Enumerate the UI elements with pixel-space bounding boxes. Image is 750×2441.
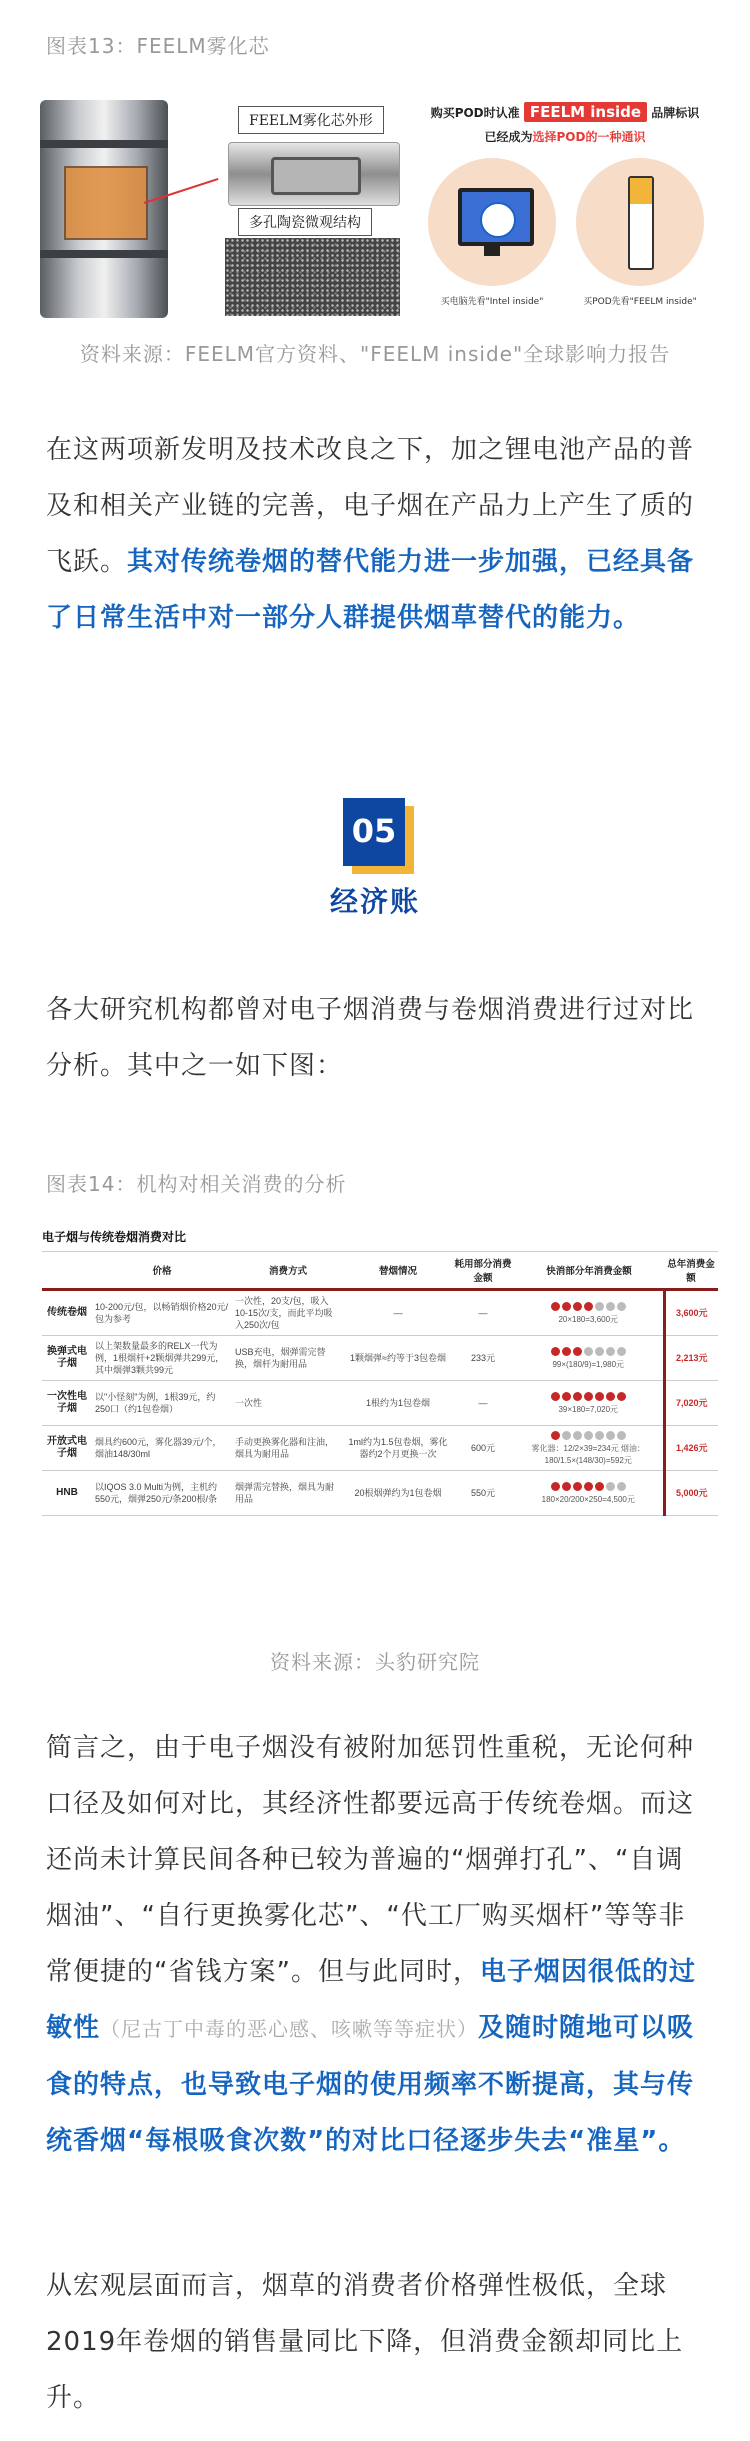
header-cell: 耗用部分消费金额 [452, 1252, 514, 1290]
header-cell: 总年消费金额 [664, 1252, 718, 1290]
fast-calc: 180×20/200×250=4,500元 [541, 1495, 635, 1504]
pack-icon [584, 1392, 593, 1401]
row-total: 2,213元 [664, 1336, 718, 1381]
paragraph-3-note: （尼古丁中毒的恶心感、咳嗽等等症状） [100, 2017, 479, 2041]
paragraph-3-highlight-1: 电子烟因很低的过敏性 [46, 1957, 696, 2043]
row-replace: 20根烟弹约为1包卷烟 [344, 1471, 452, 1516]
atomizer-device-image [40, 100, 168, 318]
pod-circle-caption: 买POD先看"FEELM inside" [583, 297, 697, 307]
header-cell: 价格 [92, 1252, 232, 1290]
computer-icon [458, 188, 534, 246]
row-price: 以IQOS 3.0 Multi为例，主机约550元，烟弹250元/条200根/条 [92, 1471, 232, 1516]
table-title: 电子烟与传统卷烟消费对比 [42, 1230, 187, 1244]
row-mode: 一次性 [232, 1381, 344, 1426]
paragraph-3-text: 简言之，由于电子烟没有被附加惩罚性重税，无论何种口径及如何对比，其经济性都要远高于传统卷烟。而这还尚未计算民间各种已较为普遍的“烟弹打孔”、“自调烟油”、“自行更换雾化芯”、“代工厂购买烟杆”等等非常便捷的“省钱方案”。但与此同时， [46, 1733, 695, 1987]
paragraph-2: 各大研究机构都曾对电子烟消费与卷烟消费进行过对比分析。其中之一如下图： [46, 995, 695, 1081]
intel-circle [428, 158, 556, 286]
table-row [42, 1426, 718, 1471]
figure-14-caption: 图表14：机构对相关消费的分析 [46, 1172, 347, 1196]
row-fast-consumption [514, 1336, 664, 1381]
pack-icon-grey [606, 1431, 615, 1440]
atomizer-core-image [228, 142, 400, 206]
row-total: 1,426元 [664, 1426, 718, 1471]
pack-icon-grey [595, 1302, 604, 1311]
paragraph-1 [46, 422, 706, 646]
row-fast-consumption [514, 1426, 664, 1471]
cigarette-pack-icons [517, 1429, 660, 1441]
pack-icon [551, 1482, 560, 1491]
row-replace: 1颗烟弹≈约等于3包卷烟 [344, 1336, 452, 1381]
paragraph-4: 从宏观层面而言，烟草的消费者价格弹性极低，全球2019年卷烟的销售量同比下降，但消费金额却同比上升。 [46, 2271, 684, 2413]
pack-icon [573, 1302, 582, 1311]
row-replace: — [344, 1290, 452, 1336]
row-mode: 烟弹需完替换，烟具为耐用品 [232, 1471, 344, 1516]
figure-14-source: 资料来源：头豹研究院 [270, 1650, 480, 1674]
pack-icon [551, 1347, 560, 1356]
row-mode: USB充电，烟弹需完替换，烟杆为耐用品 [232, 1336, 344, 1381]
consumption-comparison-table [42, 1228, 718, 1516]
pod-circle [576, 158, 704, 286]
row-price: 以上架数量最多的RELX一代为例，1根烟杆+2颗烟弹共299元，其中烟弹3颗共99元 [92, 1336, 232, 1381]
fast-calc: 20×180=3,600元 [558, 1315, 619, 1324]
cigarette-pack-icons [517, 1300, 660, 1312]
row-durable: 600元 [452, 1426, 514, 1471]
fast-calc: 雾化器：12/2×39=234元 烟油：180/1.5×(148/30)=592元 [531, 1444, 645, 1465]
pack-icon-grey [606, 1347, 615, 1356]
pack-icon [584, 1482, 593, 1491]
section-number-badge: 05 [343, 798, 405, 866]
paragraph-3 [46, 1720, 706, 2169]
pack-icon [551, 1302, 560, 1311]
pack-icon-grey [584, 1431, 593, 1440]
row-price: 烟具约600元，雾化器39元/个，烟油148/30ml [92, 1426, 232, 1471]
row-fast-consumption [514, 1290, 664, 1336]
header-cell: 替烟情况 [344, 1252, 452, 1290]
row-category: 一次性电子烟 [42, 1381, 92, 1426]
row-price: 10-200元/包，以畅销烟价格20元/包为参考 [92, 1290, 232, 1336]
pack-icon-grey [617, 1347, 626, 1356]
figure-13-caption: 图表13：FEELM雾化芯 [46, 34, 270, 58]
row-mode: 手动更换雾化器和注油，烟具为耐用品 [232, 1426, 344, 1471]
pack-icon [562, 1392, 571, 1401]
row-fast-consumption [514, 1471, 664, 1516]
header-cell: 快消部分年消费金额 [514, 1252, 664, 1290]
promo-line1-prefix: 购买POD时认准 [430, 106, 520, 120]
cigarette-pack-icons [517, 1480, 660, 1492]
pack-icon-grey [606, 1302, 615, 1311]
row-category: 传统卷烟 [42, 1290, 92, 1336]
row-total: 7,020元 [664, 1381, 718, 1426]
table-row [42, 1336, 718, 1381]
pack-icon-grey [562, 1431, 571, 1440]
feelm-inside-tag: FEELM inside [524, 102, 647, 122]
pack-icon [562, 1347, 571, 1356]
pack-icon-grey [573, 1431, 582, 1440]
fast-calc: 99×(180/9)=1,980元 [552, 1360, 625, 1369]
pack-icon-grey [595, 1431, 604, 1440]
row-durable: — [452, 1381, 514, 1426]
pack-icon [595, 1482, 604, 1491]
row-fast-consumption [514, 1381, 664, 1426]
row-durable: — [452, 1290, 514, 1336]
row-durable: 550元 [452, 1471, 514, 1516]
table-row [42, 1381, 718, 1426]
paragraph-3-highlight-2: 及随时随地可以吸食的特点，也导致电子烟的使用频率不断提高，其与传统香烟“每根吸食次数”的对比口径逐步失去“准星”。 [46, 2013, 695, 2156]
pack-icon [551, 1431, 560, 1440]
pack-icon [617, 1392, 626, 1401]
fast-calc: 39×180=7,020元 [558, 1405, 619, 1414]
pack-icon-grey [617, 1431, 626, 1440]
row-total: 5,000元 [664, 1471, 718, 1516]
row-category: 换弹式电子烟 [42, 1336, 92, 1381]
feelm-inside-promo [420, 100, 710, 318]
figure-13-source: 资料来源：FEELM官方资料、"FEELM inside"全球影响力报告 [79, 342, 671, 366]
header-cell [42, 1252, 92, 1290]
row-durable: 233元 [452, 1336, 514, 1381]
label-outer-shape: FEELM雾化芯外形 [238, 106, 384, 134]
pack-icon-grey [617, 1482, 626, 1491]
table-row [42, 1471, 718, 1516]
row-replace: 1ml约为1.5包卷烟，雾化器约2个月更换一次 [344, 1426, 452, 1471]
pack-icon [595, 1392, 604, 1401]
intel-logo-icon [480, 202, 516, 238]
pack-icon [551, 1392, 560, 1401]
row-total: 3,600元 [664, 1290, 718, 1336]
pack-icon-grey [617, 1302, 626, 1311]
section-title: 经济账 [329, 885, 420, 918]
comparison-table [42, 1251, 718, 1516]
figure-13-image [40, 100, 710, 320]
cigarette-pack-icons [517, 1345, 660, 1357]
paragraph-1-text: 在这两项新发明及技术改良之下，加之锂电池产品的普及和相关产业链的完善，电子烟在产品力上产生了质的飞跃。 [46, 435, 695, 577]
promo-line2-prefix: 已经成为 [484, 130, 533, 144]
row-price: 以"小怪刻"为例，1根39元，约250口（约1包卷烟） [92, 1381, 232, 1426]
pack-icon [573, 1347, 582, 1356]
intel-circle-caption: 买电脑先看"Intel inside" [440, 297, 544, 307]
pod-device-icon [628, 176, 654, 270]
label-micro-structure: 多孔陶瓷微观结构 [238, 208, 372, 236]
paragraph-1-highlight: 其对传统卷烟的替代能力进一步加强，已经具备了日常生活中对一部分人群提供烟草替代的能力。 [46, 547, 695, 633]
pack-icon [562, 1302, 571, 1311]
pack-icon [584, 1302, 593, 1311]
row-mode: 一次性，20支/包，吸入10-15次/支，而此平均吸入250次/包 [232, 1290, 344, 1336]
pack-icon [606, 1392, 615, 1401]
header-cell: 消费方式 [232, 1252, 344, 1290]
pack-icon-grey [584, 1347, 593, 1356]
row-category: HNB [42, 1471, 92, 1516]
table-header-row [42, 1252, 718, 1290]
pack-icon-grey [606, 1482, 615, 1491]
cigarette-pack-icons [517, 1390, 660, 1402]
pack-icon [573, 1392, 582, 1401]
table-row [42, 1290, 718, 1336]
row-category: 开放式电子烟 [42, 1426, 92, 1471]
promo-line2-highlight: 选择POD的一种通识 [532, 130, 646, 144]
atomizer-core-highlight [64, 166, 148, 240]
promo-line1-suffix: 品牌标识 [651, 106, 700, 120]
porous-ceramic-micro-image [225, 238, 400, 316]
pack-icon [573, 1482, 582, 1491]
pack-icon-grey [595, 1347, 604, 1356]
pack-icon [562, 1482, 571, 1491]
row-replace: 1根约为1包卷烟 [344, 1381, 452, 1426]
